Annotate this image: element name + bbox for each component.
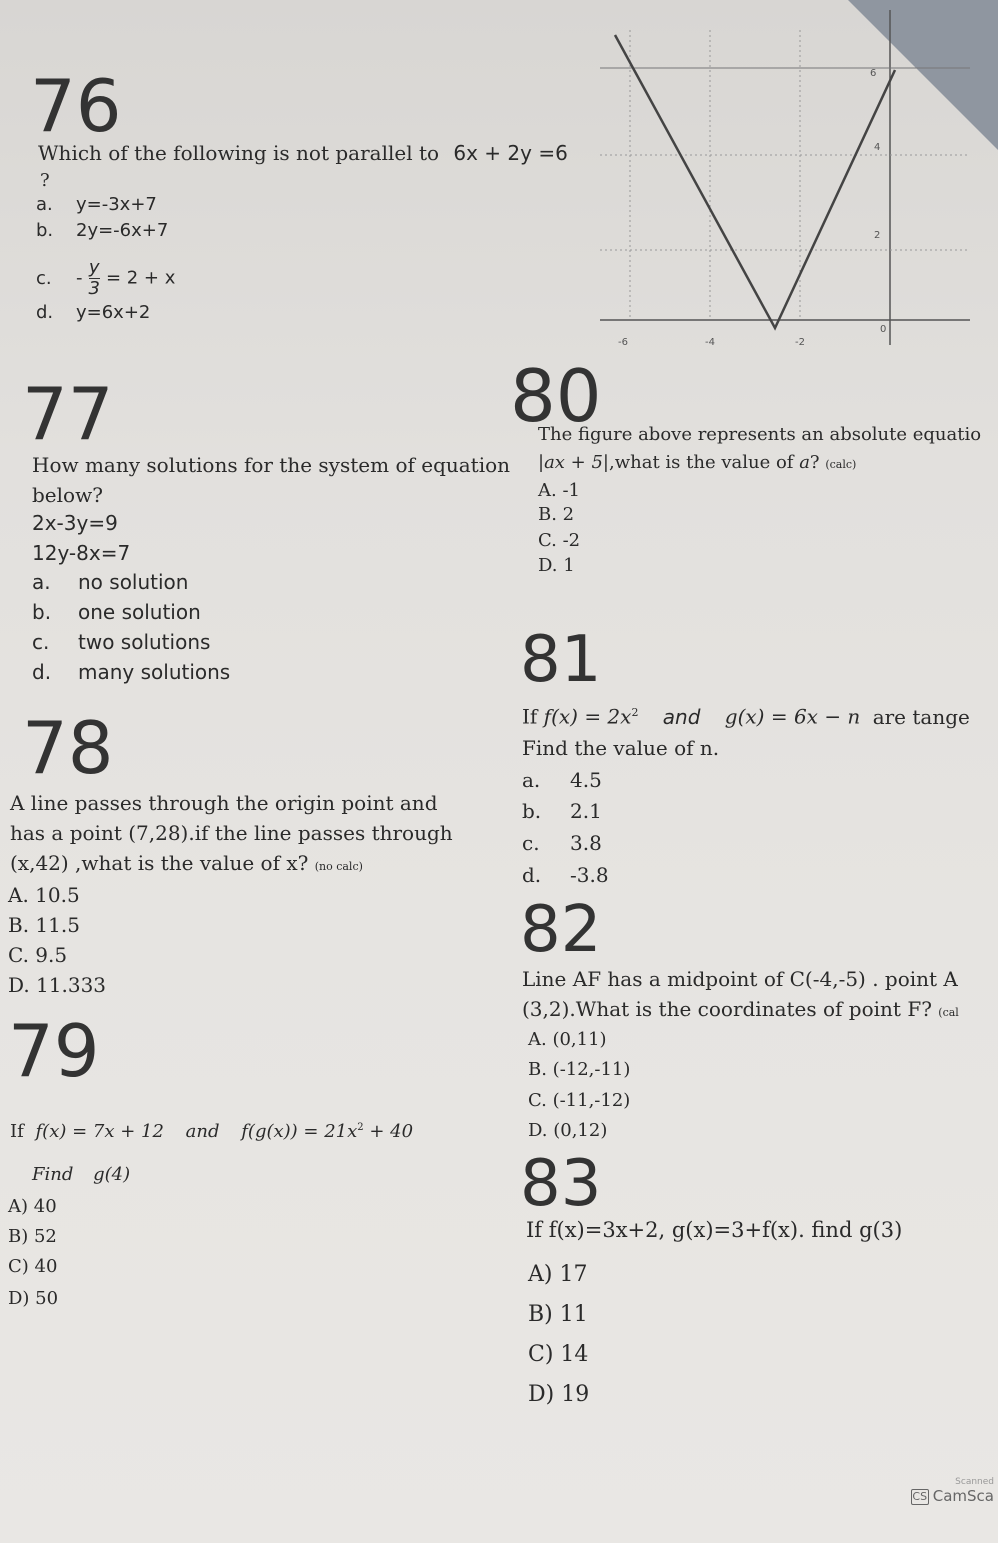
question-80-option-a: A. -1 bbox=[538, 480, 580, 501]
question-77-option-d: d. many solutions bbox=[32, 660, 231, 684]
question-82-option-a: A. (0,11) bbox=[528, 1029, 607, 1050]
question-77-option-a: a. no solution bbox=[32, 570, 189, 594]
question-77-line1: How many solutions for the system of equation bbox=[32, 453, 511, 477]
question-77-equation-1: 2x-3y=9 bbox=[32, 511, 118, 535]
question-80-number: 80 bbox=[510, 354, 602, 438]
question-79-option-a: A) 40 bbox=[8, 1196, 57, 1217]
question-81-option-b: b. 2.1 bbox=[522, 799, 602, 823]
question-78-line2: has a point (7,28).if the line passes through bbox=[10, 821, 453, 845]
question-76-option-c: c. - $\frac{y}{3}$ = 2 + x bbox=[36, 257, 176, 299]
question-78-line3: (x,42) ,what is the value of x? (no calc) bbox=[10, 851, 363, 875]
question-79-find: Find g(4) bbox=[32, 1164, 131, 1185]
question-81-find: Find the value of n. bbox=[522, 736, 720, 760]
graph-x-tick: -4 bbox=[705, 337, 715, 348]
question-82-option-c: C. (-11,-12) bbox=[528, 1090, 631, 1111]
question-83-option-d: D) 19 bbox=[528, 1382, 590, 1407]
question-82-line1: Line AF has a midpoint of C(-4,-5) . point A bbox=[522, 967, 958, 991]
question-76-option-a: a. y=-3x+7 bbox=[36, 194, 157, 215]
question-83-number: 83 bbox=[520, 1147, 602, 1221]
question-78-number: 78 bbox=[22, 706, 114, 790]
question-79-statement: If f(x) = 7x + 12 and $f(g(x)) = 21x^2 + 40$ bbox=[10, 1121, 414, 1142]
question-80-option-d: D. 1 bbox=[538, 555, 575, 576]
question-83-option-a: A) 17 bbox=[528, 1262, 588, 1287]
question-83-text: If f(x)=3x+2, g(x)=3+f(x). find g(3) bbox=[526, 1218, 903, 1242]
question-80-option-c: C. -2 bbox=[538, 530, 581, 551]
graph-y-tick: 4 bbox=[874, 142, 881, 153]
question-80-option-b: B. 2 bbox=[538, 504, 575, 525]
question-78-option-c: C. 9.5 bbox=[8, 943, 68, 967]
absolute-value-curve bbox=[615, 35, 895, 328]
question-77-number: 77 bbox=[22, 372, 114, 456]
question-76-option-b: b. 2y=-6x+7 bbox=[36, 220, 169, 241]
question-78-line1: A line passes through the origin point and bbox=[10, 791, 438, 815]
question-81-option-a: a. 4.5 bbox=[522, 768, 602, 792]
question-77-line2: below? bbox=[32, 483, 103, 507]
question-83-option-b: B) 11 bbox=[528, 1302, 588, 1327]
graph-x-tick: -2 bbox=[795, 337, 805, 348]
question-80-line2: |ax + 5|,what is the value of a? (calc) bbox=[538, 452, 857, 473]
absolute-value-graph bbox=[580, 10, 980, 360]
graph-y-tick: 2 bbox=[874, 230, 881, 241]
question-76-qmark: ? bbox=[40, 170, 50, 191]
question-81-option-d: d. -3.8 bbox=[522, 863, 609, 887]
question-81-statement: If $f(x) = 2x^2$ and g(x) = 6x − n are tange bbox=[522, 704, 970, 729]
question-81-number: 81 bbox=[520, 623, 602, 697]
question-80-line1: The figure above represents an absolute equatio bbox=[538, 424, 982, 445]
question-77-equation-2: 12y-8x=7 bbox=[32, 541, 131, 565]
question-82-option-b: B. (-12,-11) bbox=[528, 1059, 631, 1080]
question-79-option-c: C) 40 bbox=[8, 1256, 58, 1277]
question-78-option-a: A. 10.5 bbox=[8, 883, 80, 907]
graph-x-tick: -6 bbox=[618, 337, 628, 348]
graph-x-tick: 0 bbox=[880, 324, 887, 335]
question-81-option-c: c. 3.8 bbox=[522, 831, 602, 855]
question-79-option-d: D) 50 bbox=[8, 1288, 59, 1309]
question-76-option-d: d. y=6x+2 bbox=[36, 302, 151, 323]
question-76-number: 76 bbox=[30, 64, 122, 148]
question-76-text: Which of the following is not parallel to 6x + 2y =6 bbox=[38, 141, 568, 165]
camscanner-icon: CS bbox=[912, 1489, 928, 1503]
question-82-option-d: D. (0,12) bbox=[528, 1120, 608, 1141]
question-83-option-c: C) 14 bbox=[528, 1342, 589, 1367]
question-79-number: 79 bbox=[8, 1009, 100, 1093]
question-78-option-b: B. 11.5 bbox=[8, 913, 80, 937]
question-82-number: 82 bbox=[520, 893, 602, 967]
scanner-watermark: Scanned CS CamSca bbox=[912, 1477, 994, 1505]
question-77-option-b: b. one solution bbox=[32, 600, 201, 624]
question-77-option-c: c. two solutions bbox=[32, 630, 211, 654]
question-78-option-d: D. 11.333 bbox=[8, 973, 107, 997]
graph-y-tick: 6 bbox=[870, 68, 877, 79]
question-82-line2: (3,2).What is the coordinates of point F? (cal bbox=[522, 997, 959, 1021]
question-79-option-b: B) 52 bbox=[8, 1226, 57, 1247]
